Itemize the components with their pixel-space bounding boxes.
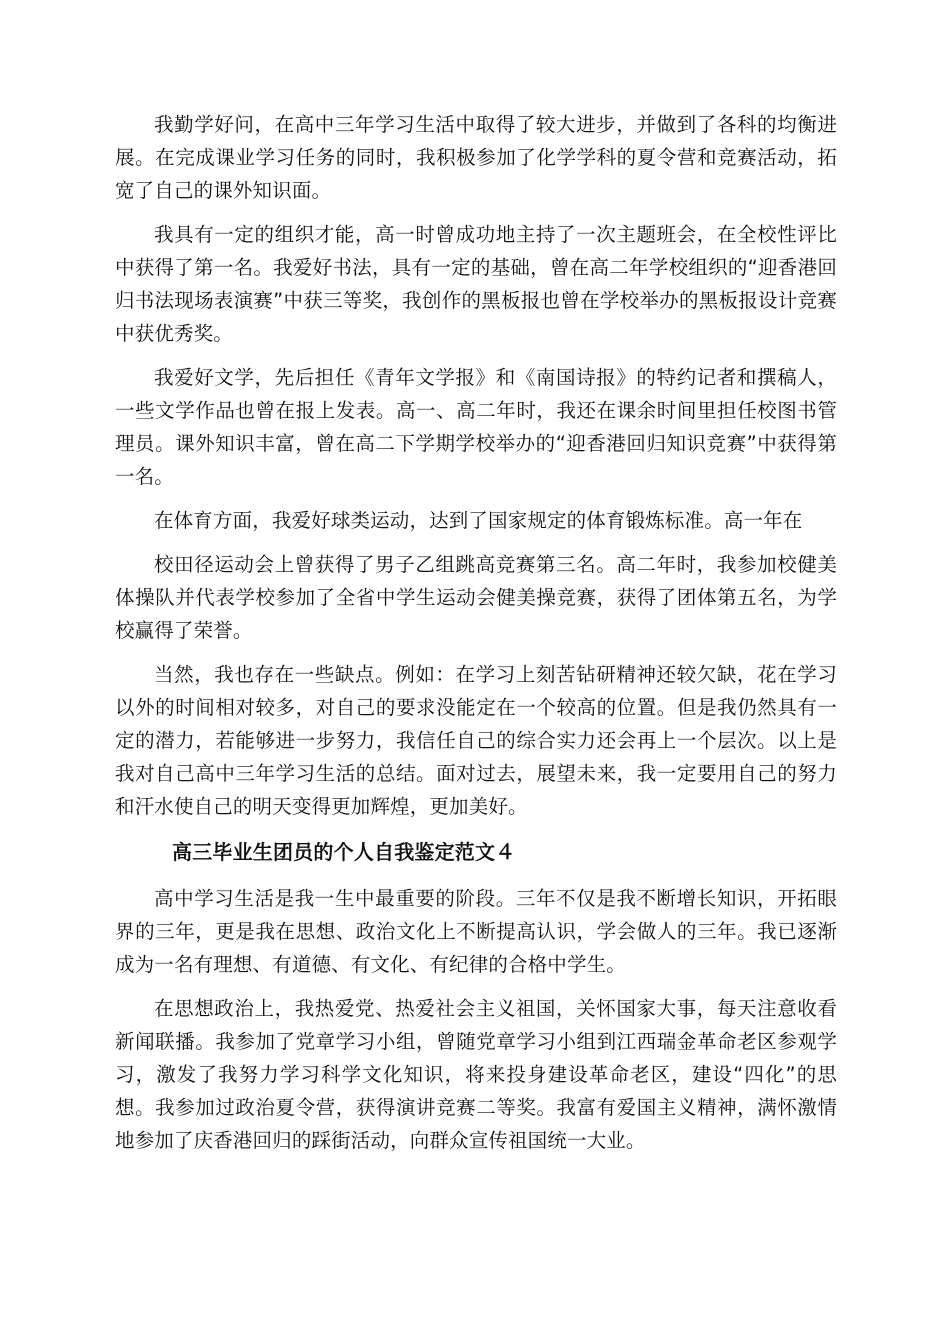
paragraph-high-school-life: 高中学习生活是我一生中最重要的阶段。三年不仅是我不断增长知识，开拓眼界的三年，更是我在思想、政治文化上不断提高认识，学会做人的三年。我已逐渐成为一名有理想、有道德、有文化、有纪律的合格中学生。 [115, 887, 837, 976]
paragraph-organization: 我具有一定的组织才能，高一时曾成功地主持了一次主题班会，在全校性评比中获得了第一名。我爱好书法，具有一定的基础，曾在高二年学校组织的“迎香港回归书法现场表演赛”中获三等奖，我创作的黑板报也曾在学校举办的黑板报设计竞赛中获优秀奖。 [115, 223, 837, 345]
paragraph-study: 我勤学好问，在高中三年学习生活中取得了较大进步，并做到了各科的均衡进展。在完成课业学习任务的同时，我积极参加了化学学科的夏令营和竞赛活动，拓宽了自己的课外知识面。 [115, 113, 837, 202]
paragraph-sports-achievements: 校田径运动会上曾获得了男子乙组跳高竞赛第三名。高二年时，我参加校健美体操队并代表学校参加了全省中学生运动会健美操竞赛，获得了团体第五名，为学校赢得了荣誉。 [115, 553, 837, 642]
paragraph-shortcomings: 当然，我也存在一些缺点。例如：在学习上刻苦钻研精神还较欠缺，花在学习以外的时间相对较多，对自己的要求没能定在一个较高的位置。但是我仍然具有一定的潜力，若能够进一步努力，我信任自己的综合实力还会再上一个层次。以上是我对自己高中三年学习生活的总结。面对过去，展望未来，我一定要用自己的努力和汗水使自己的明天变得更加辉煌，更加美好。 [115, 663, 837, 818]
paragraph-literature: 我爱好文学，先后担任《青年文学报》和《南国诗报》的特约记者和撰稿人，一些文学作品也曾在报上发表。高一、高二年时，我还在课余时间里担任校图书管理员。课外知识丰富，曾在高二下学期学校举办的“迎香港回归知识竞赛”中获得第一名。 [115, 366, 837, 488]
section-heading: 高三毕业生团员的个人自我鉴定范文４ [172, 840, 516, 864]
document-page [115, 108, 837, 1168]
paragraph-sports-intro: 在体育方面，我爱好球类运动，达到了国家规定的体育锻炼标准。高一年在 [154, 509, 803, 532]
paragraph-politics: 在思想政治上，我热爱党、热爱社会主义祖国，关怀国家大事，每天注意收看新闻联播。我参加了党章学习小组，曾随党章学习小组到江西瑞金革命老区参观学习，激发了我努力学习科学文化知识，将来投身建设革命老区，建设“四化”的思想。我参加过政治夏令营，获得演讲竞赛二等奖。我富有爱国主义精神，满怀激情地参加了庆香港回归的踩街活动，向群众宣传祖国统一大业。 [115, 997, 837, 1152]
